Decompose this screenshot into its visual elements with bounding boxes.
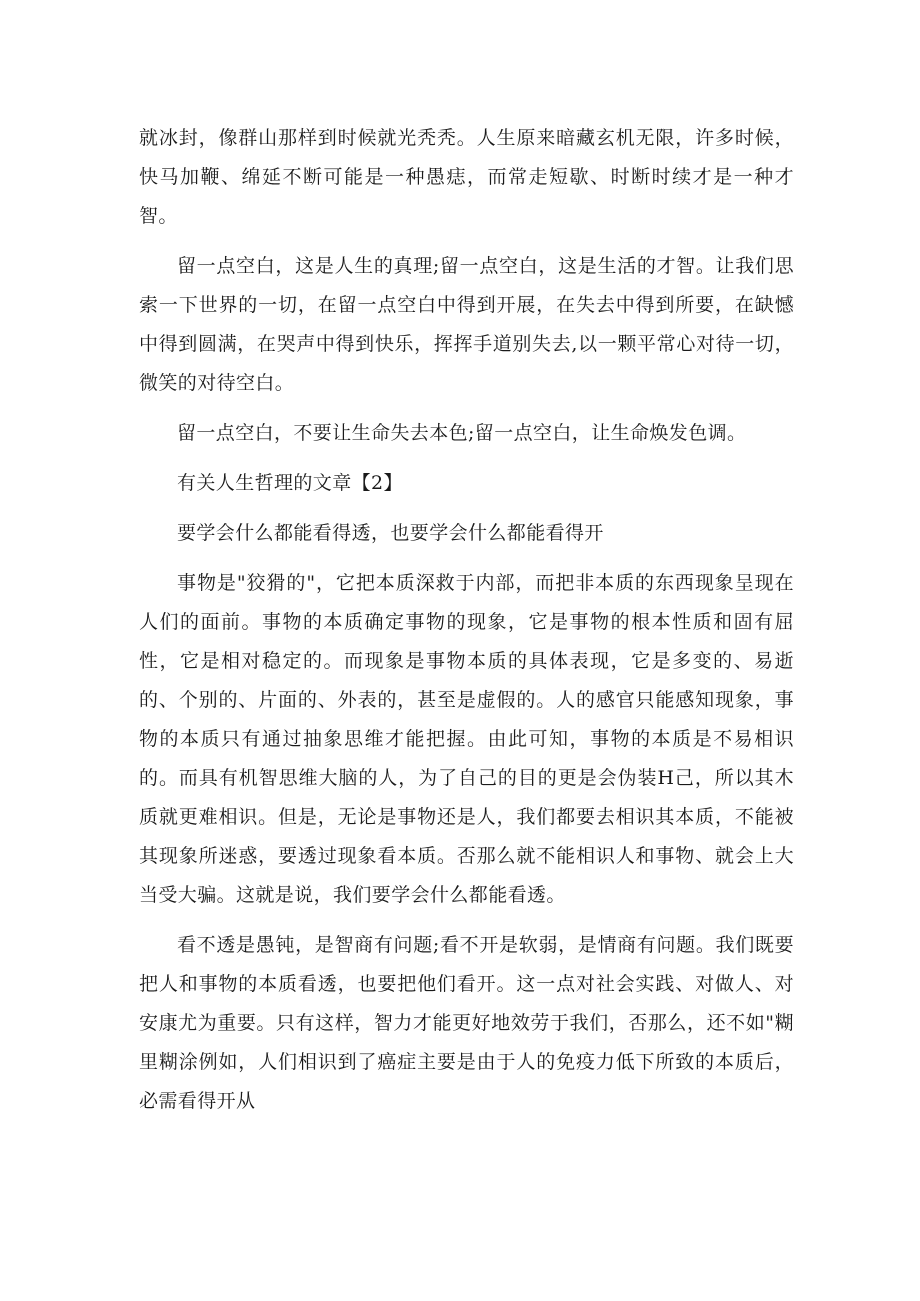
- paragraph-continuation: 就冰封，像群山那样到时候就光秃秃。人生原来暗藏玄机无限，许多时候，快马加鞭、绵延不断可能是一种愚痣，而常走短歇、时断时续才是一种才智。: [139, 127, 794, 227]
- paragraph-understanding: 看不透是愚钝，是智商有问题;看不开是软弱，是情商有问题。我们既要把人和事物的本质看透，也要把他们看开。这一点对社会实践、对做人、对安康尤为重要。只有这样，智力才能更好地效劳于我们，否那么，还不如"糊里糊涂例如，人们相识到了癌症主要是由于人的免疫力低下所致的本质后，必需看得开从: [139, 934, 794, 1112]
- document-body: [139, 119, 794, 1132]
- paragraph-essence: 事物是"狡猾的"，它把本质深救于内部，而把非本质的东西现象呈现在人们的面前。事物的本质确定事物的现象，它是事物的根本性质和固有屈性，它是相对稳定的。而现象是事物本质的具体表现，它是多变的、易逝的、个别的、片面的、外表的，甚至是虚假的。人的感官只能感知现象，事物的本质只有通过抽象思维才能把握。由此可知，事物的本质是不易相识的。而具有机智思维大脑的人，为了自己的目的更是会伪装H己，所以其木质就更难相识。但是，无论是事物还是人，我们都要去相识其本质，不能被其现象所迷惑，要透过现象看本质。否那么就不能相识人和事物、就会上大当受大骗。这就是说，我们要学会什么都能看透。: [139, 572, 794, 906]
- section-heading: 有关人生哲理的文章【2】: [177, 472, 403, 494]
- paragraph-blank-space-truth: 留一点空白，这是人生的真理;留一点空白，这是生活的才智。让我们思索一下世界的一切，在留一点空白中得到开展，在失去中得到所要，在缺憾中得到圆满，在哭声中得到快乐，挥挥手道别失去,以一颗平常心对待一切，微笑的对待空白。: [139, 255, 794, 394]
- paragraph-blank-space-color: 留一点空白，不要让生命失去本色;留一点空白，让生命焕发色调。: [177, 422, 747, 444]
- section-subtitle: 要学会什么都能看得透，也要学会什么都能看得开: [177, 522, 604, 544]
